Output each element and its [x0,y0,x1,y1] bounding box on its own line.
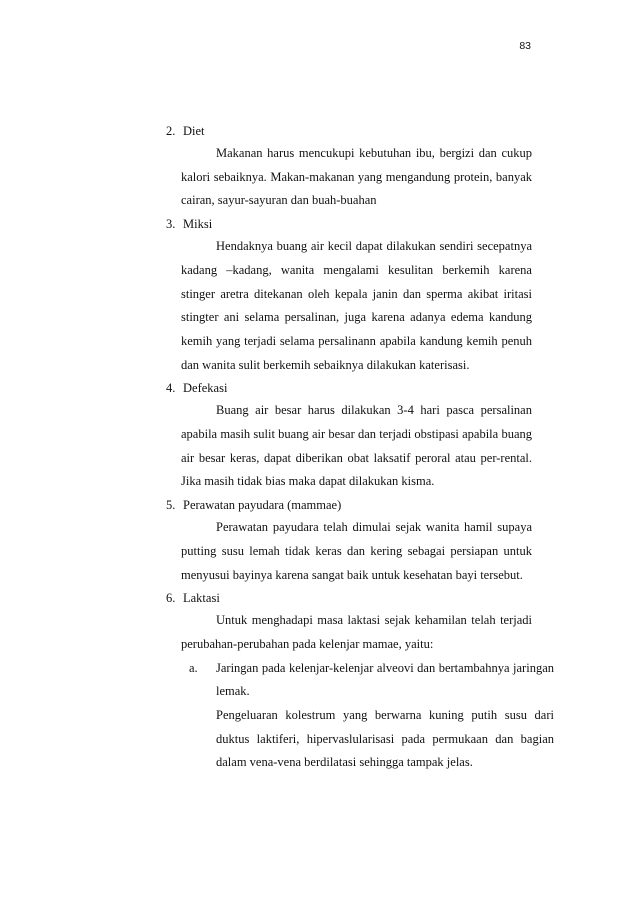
section-defekasi [166,377,532,494]
sub-list [189,657,554,776]
section-heading [166,587,532,609]
section-number: 4. [166,381,176,396]
section-paragraph: Untuk menghadapi masa laktasi sejak kehamilan telah terjadi perubahan-perubahan pada kelenjar mamae, yaitu: [181,613,532,651]
document-body [166,120,554,775]
section-number: 5. [166,498,176,513]
section-laktasi [166,587,554,775]
section-number: 3. [166,217,176,232]
section-title: Perawatan payudara (mammae) [183,498,342,513]
section-paragraph: Buang air besar harus dilakukan 3-4 hari pasca persalinan apabila masih sulit buang air besar dan terjadi obstipasi apabila buang air besar keras, dapat diberikan obat laksatif peroral atau per-rental. Jika masih tidak bias maka dapat dilakukan kisma. [181,403,532,489]
section-paragraph: Perawatan payudara telah dimulai sejak wanita hamil supaya putting susu lemah tidak keras dan kering sebagai persiapan untuk menyusui bayinya karena sangat baik untuk kesehatan bayi tersebut. [181,520,532,582]
section-title: Diet [183,124,205,138]
section-heading [166,120,532,142]
section-number: 6. [166,591,176,606]
section-heading [166,494,532,516]
section-diet [166,120,532,213]
section-miksi [166,213,532,377]
page-number: 83 [519,40,531,52]
section-title: Laktasi [183,591,220,606]
section-title: Defekasi [183,381,228,396]
sub-item-letter: a. [189,660,198,675]
section-paragraph: Makanan harus mencukupi kebutuhan ibu, bergizi dan cukup kalori sebaiknya. Makan-makanan yang mengandung protein, banyak cairan, sayur-sayuran dan buah-buahan [181,146,532,208]
section-number: 2. [166,124,176,138]
sub-item-paragraph: Pengeluaran kolestrum yang berwarna kuning putih susu dari duktus laktiferi, hipervaslularisasi pada permukaan dan bagian dalam vena-vena berdilatasi sehingga tampak jelas. [216,708,554,770]
section-perawatan-payudara [166,494,532,587]
sub-item-text: Jaringan pada kelenjar-kelenjar alveovi dan bertambahnya jaringan lemak. [216,660,554,699]
section-paragraph: Hendaknya buang air kecil dapat dilakukan sendiri secepatnya kadang –kadang, wanita mengalami kesulitan berkemih karena stinger aretra ditekanan oleh kepala janin dan sperma akibat iritasi stingter ani selama persalinan, juga karena adanya edema kandung kemih yang terjadi selama persalinann apabila kandung kemih penuh dan wanita sulit berkemih sebaiknya dilakukan katerisasi. [181,239,532,372]
sub-list-item [189,657,554,704]
section-heading [166,213,532,235]
section-title: Miksi [183,217,213,232]
section-heading [166,377,532,399]
